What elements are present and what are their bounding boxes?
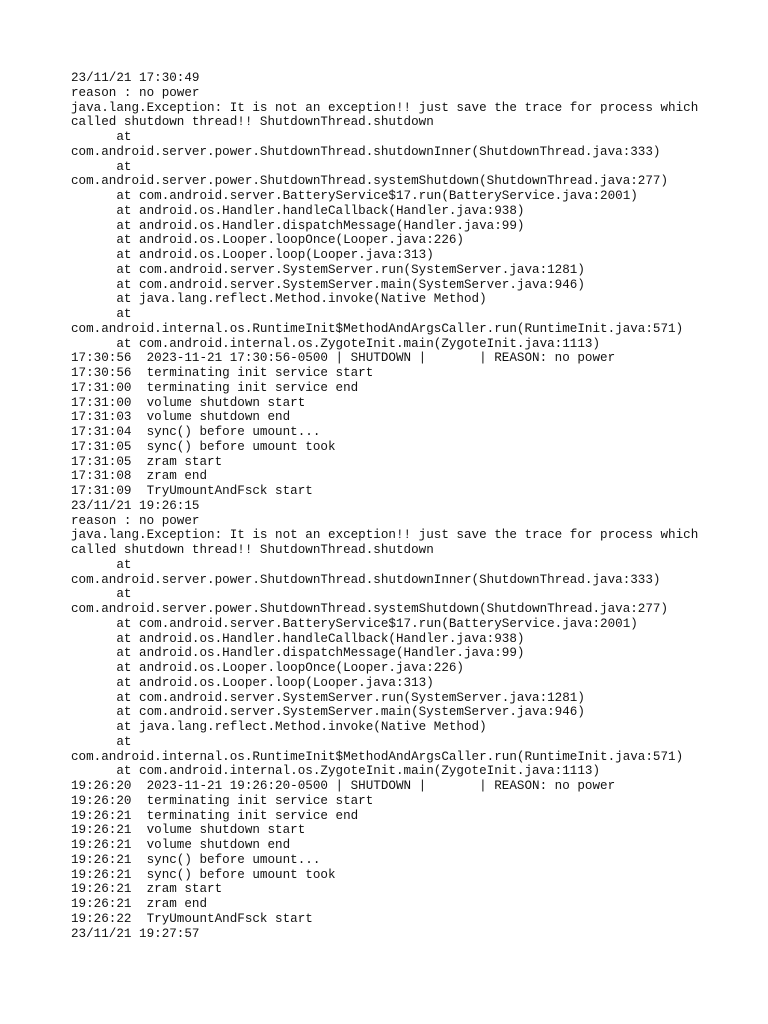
log-line: at <box>71 557 132 572</box>
log-line: 17:31:09 TryUmountAndFsck start <box>71 484 313 498</box>
log-line: at android.os.Looper.loop(Looper.java:313) <box>71 248 434 262</box>
log-line: com.android.server.power.ShutdownThread.shutdownInner(ShutdownThread.java:333) <box>71 144 661 159</box>
log-line: 19:26:21 sync() before umount took <box>71 867 336 882</box>
log-line: at com.android.server.BatteryService$17.run(BatteryService.java:2001) <box>71 616 638 631</box>
log-line: java.lang.Exception: It is not an exception!! just save the trace for process which <box>71 100 699 115</box>
log-line: 23/11/21 19:26:15 <box>71 498 200 513</box>
log-line: 19:26:21 zram end <box>71 897 208 911</box>
log-line: called shutdown thread!! ShutdownThread.shutdown <box>71 543 434 557</box>
log-line: 19:26:21 sync() before umount... <box>71 852 321 867</box>
log-line: 17:31:03 volume shutdown end <box>71 410 291 425</box>
log-line: 19:26:22 TryUmountAndFsck start <box>71 911 313 926</box>
log-line: at android.os.Handler.dispatchMessage(Handler.java:99) <box>71 646 525 661</box>
log-line: com.android.server.power.ShutdownThread.systemShutdown(ShutdownThread.java:277) <box>71 602 669 616</box>
log-line: called shutdown thread!! ShutdownThread.shutdown <box>71 115 434 130</box>
log-line: at com.android.server.SystemServer.main(SystemServer.java:946) <box>71 277 585 292</box>
log-line: 17:31:00 volume shutdown start <box>71 395 306 410</box>
log-line: reason : no power <box>71 85 200 100</box>
log-line: at <box>71 159 132 174</box>
log-line: at com.android.server.BatteryService$17.run(BatteryService.java:2001) <box>71 189 638 203</box>
log-line: reason : no power <box>71 513 200 528</box>
log-line: 17:30:56 2023-11-21 17:30:56-0500 | SHUTDOWN | | REASON: no power <box>71 351 616 366</box>
log-line: 19:26:21 volume shutdown end <box>71 838 291 852</box>
log-line: 17:31:00 terminating init service end <box>71 380 359 395</box>
log-line: com.android.internal.os.RuntimeInit$MethodAndArgsCaller.run(RuntimeInit.java:571) <box>71 321 684 336</box>
log-line: 19:26:21 volume shutdown start <box>71 823 306 838</box>
log-line: at com.android.server.SystemServer.main(SystemServer.java:946) <box>71 705 585 720</box>
log-line: at java.lang.reflect.Method.invoke(Native Method) <box>71 720 487 734</box>
log-line: at com.android.server.SystemServer.run(SystemServer.java:1281) <box>71 690 585 705</box>
log-line: at android.os.Looper.loopOnce(Looper.java:226) <box>71 233 464 248</box>
log-line: 19:26:20 terminating init service start <box>71 793 374 808</box>
log-line: 23/11/21 19:27:57 <box>71 926 200 941</box>
log-line: at android.os.Looper.loopOnce(Looper.java:226) <box>71 661 464 675</box>
log-line: 17:31:05 zram start <box>71 454 223 469</box>
log-line: 17:31:04 sync() before umount... <box>71 425 321 439</box>
shutdown-log-text <box>71 71 731 941</box>
log-line: at com.android.internal.os.ZygoteInit.main(ZygoteInit.java:1113) <box>71 764 601 779</box>
log-line: at android.os.Handler.handleCallback(Handler.java:938) <box>71 203 525 218</box>
log-line: 19:26:21 zram start <box>71 882 223 897</box>
log-line: at <box>71 587 132 602</box>
log-line: at android.os.Handler.dispatchMessage(Handler.java:99) <box>71 218 525 233</box>
log-line: com.android.server.power.ShutdownThread.shutdownInner(ShutdownThread.java:333) <box>71 572 661 587</box>
log-line: java.lang.Exception: It is not an exception!! just save the trace for process which <box>71 528 699 543</box>
log-line: at android.os.Handler.handleCallback(Handler.java:938) <box>71 631 525 646</box>
log-line: at java.lang.reflect.Method.invoke(Native Method) <box>71 292 487 307</box>
log-line: 19:26:20 2023-11-21 19:26:20-0500 | SHUTDOWN | | REASON: no power <box>71 779 616 793</box>
log-line: at android.os.Looper.loop(Looper.java:313) <box>71 675 434 690</box>
log-line: 17:31:08 zram end <box>71 469 208 484</box>
log-line: com.android.server.power.ShutdownThread.systemShutdown(ShutdownThread.java:277) <box>71 174 669 189</box>
log-line: at <box>71 307 132 321</box>
log-line: 19:26:21 terminating init service end <box>71 808 359 823</box>
log-line: at com.android.internal.os.ZygoteInit.main(ZygoteInit.java:1113) <box>71 336 601 351</box>
log-line: 17:30:56 terminating init service start <box>71 366 374 380</box>
log-line: at <box>71 734 132 749</box>
log-line: 23/11/21 17:30:49 <box>71 71 200 85</box>
log-line: 17:31:05 sync() before umount took <box>71 439 336 454</box>
log-line: at <box>71 130 132 144</box>
log-line: at com.android.server.SystemServer.run(SystemServer.java:1281) <box>71 262 585 277</box>
log-line: com.android.internal.os.RuntimeInit$MethodAndArgsCaller.run(RuntimeInit.java:571) <box>71 749 684 764</box>
